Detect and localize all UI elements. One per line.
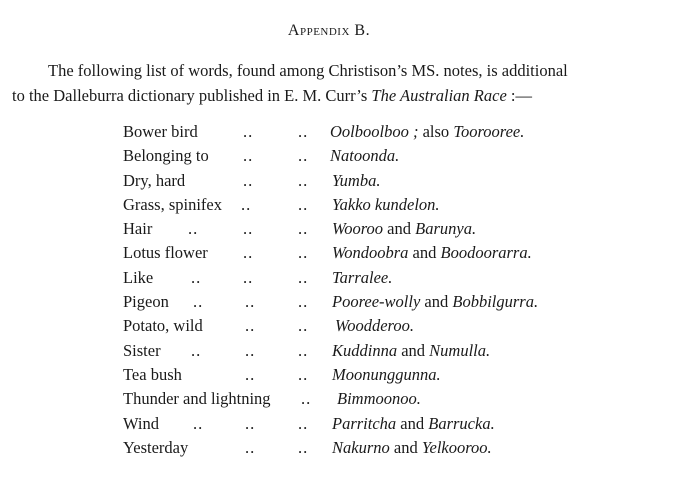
list-item <box>123 412 623 436</box>
joiner-word: and <box>383 219 416 239</box>
leader-dots: .. <box>191 267 202 287</box>
english-word: Potato, wild <box>123 316 203 336</box>
leader-dots: .. <box>298 316 309 336</box>
leader-dots: .. <box>245 413 256 433</box>
leader-dots: .. <box>193 413 204 433</box>
native-word-alt: Boodoorarra. <box>440 243 532 263</box>
list-item <box>123 387 623 411</box>
list-item <box>123 144 623 168</box>
leader-dots: .. <box>298 146 309 166</box>
native-translation <box>332 412 495 436</box>
native-word: Tarralee. <box>332 267 393 287</box>
list-item <box>123 436 623 460</box>
appendix-heading: Appendix B. <box>287 22 371 39</box>
english-word: Tea bush <box>123 364 182 384</box>
leader-dots: .. <box>243 219 254 239</box>
english-word: Grass, spinifex <box>123 194 222 214</box>
joiner-word: and <box>389 437 422 457</box>
native-translation <box>337 387 421 411</box>
native-word: Parritcha <box>332 413 397 433</box>
leader-dots: .. <box>245 292 256 312</box>
leader-dots: .. <box>298 437 309 457</box>
leader-dots: .. <box>298 267 309 287</box>
book-title: The Australian Race <box>371 86 507 105</box>
list-item <box>123 169 623 193</box>
intro-paragraph <box>12 58 658 108</box>
native-word-alt: Numulla. <box>429 340 491 360</box>
native-word: Moonunggunna. <box>332 364 441 384</box>
native-word-alt: Bobbilgurra. <box>452 292 539 312</box>
native-word: Yakko kundelon. <box>332 194 440 214</box>
list-item <box>123 339 623 363</box>
native-word-alt: Yelkooroo. <box>421 437 492 457</box>
leader-dots: .. <box>245 364 256 384</box>
native-word-alt: Barrucka. <box>428 413 495 433</box>
leader-dots: .. <box>191 340 202 360</box>
leader-dots: .. <box>245 340 256 360</box>
leader-dots: .. <box>188 219 199 239</box>
intro-line-2-tail: :— <box>506 86 532 105</box>
leader-dots: .. <box>298 364 309 384</box>
joiner-word: and <box>396 413 429 433</box>
leader-dots: .. <box>298 170 309 190</box>
intro-line-1: The following list of words, found among Christison’s MS. notes, is additional <box>48 61 568 80</box>
english-word: Lotus flower <box>123 243 208 263</box>
native-word: Wondoobra <box>332 243 409 263</box>
leader-dots: .. <box>245 316 256 336</box>
joiner-word: and <box>397 340 430 360</box>
english-word: Hair <box>123 219 153 239</box>
native-word: Yumba. <box>332 170 381 190</box>
leader-dots: .. <box>298 194 309 214</box>
native-translation <box>332 217 476 241</box>
english-word: Sister <box>123 340 161 360</box>
leader-dots: .. <box>298 413 309 433</box>
english-word: Wind <box>123 413 159 433</box>
leader-dots: .. <box>298 340 309 360</box>
list-item <box>123 363 623 387</box>
native-translation <box>332 290 538 314</box>
native-word: Nakurno <box>332 437 390 457</box>
leader-dots: .. <box>193 292 204 312</box>
native-translation <box>332 436 492 460</box>
english-word: Thunder and lightning <box>123 389 271 409</box>
native-word: Woodderoo. <box>335 316 414 336</box>
english-word: Yesterday <box>123 437 189 457</box>
leader-dots: .. <box>301 389 312 409</box>
joiner-word: and <box>408 243 441 263</box>
english-word: Belonging to <box>123 146 209 166</box>
native-translation <box>332 363 441 387</box>
leader-dots: .. <box>298 243 309 263</box>
leader-dots: .. <box>243 122 254 141</box>
intro-line-2 <box>12 83 658 108</box>
intro-line-2-text: to the Dalleburra dictionary published in E. M. Curr’s <box>12 86 372 105</box>
english-word: Dry, hard <box>123 170 186 190</box>
native-word-alt: Toorooree. <box>453 122 525 141</box>
native-translation <box>335 314 414 338</box>
leader-dots: .. <box>298 292 309 312</box>
leader-dots: .. <box>241 194 252 214</box>
joiner-word: also <box>418 122 454 141</box>
native-word: Kuddinna <box>332 340 398 360</box>
list-item <box>123 120 623 144</box>
native-translation <box>332 193 440 217</box>
leader-dots: .. <box>243 146 254 166</box>
leader-dots: .. <box>243 243 254 263</box>
leader-dots: .. <box>298 219 309 239</box>
list-item <box>123 266 623 290</box>
joiner-word: and <box>420 292 453 312</box>
leader-dots: .. <box>245 437 256 457</box>
leader-dots: .. <box>243 267 254 287</box>
native-translation <box>332 339 490 363</box>
english-word: Like <box>123 267 154 287</box>
word-list <box>123 120 623 460</box>
list-item <box>123 193 623 217</box>
native-word: Bimmoonoo. <box>337 389 421 409</box>
list-item <box>123 314 623 338</box>
native-translation <box>332 169 380 193</box>
list-item <box>123 241 623 265</box>
english-word: Pigeon <box>123 292 169 312</box>
list-item <box>123 290 623 314</box>
native-translation <box>330 144 399 168</box>
native-word: Oolboolboo ; <box>330 122 419 141</box>
leader-dots: .. <box>298 122 309 141</box>
native-word: Wooroo <box>332 219 384 239</box>
native-translation <box>330 120 524 144</box>
native-word: Natoonda. <box>330 146 400 166</box>
native-translation <box>332 266 392 290</box>
native-word: Pooree-wolly <box>332 292 421 312</box>
list-item <box>123 217 623 241</box>
leader-dots: .. <box>243 170 254 190</box>
english-word: Bower bird <box>123 122 198 141</box>
native-translation <box>332 241 532 265</box>
native-word-alt: Barunya. <box>415 219 477 239</box>
